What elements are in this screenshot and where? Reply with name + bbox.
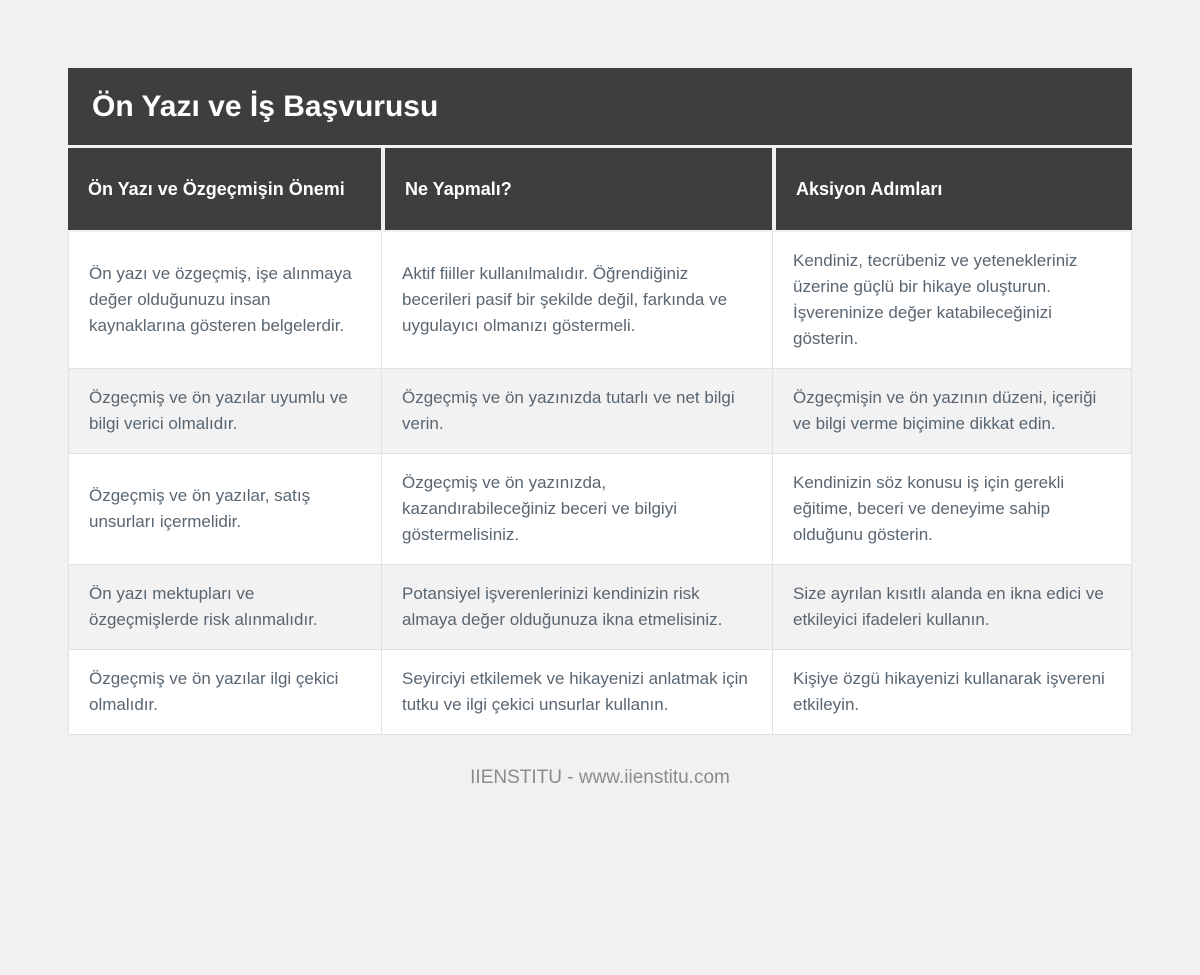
- table-cell: Ön yazı ve özgeçmiş, işe alınmaya değer olduğunuzu insan kaynaklarına gösteren belgelerdir.: [68, 232, 381, 368]
- column-header-onem: Ön Yazı ve Özgeçmişin Önemi: [68, 148, 381, 232]
- table-cell: Özgeçmiş ve ön yazınızda tutarlı ve net bilgi verin.: [381, 368, 772, 453]
- table-cell: Potansiyel işverenlerinizi kendinizin risk almaya değer olduğunuza ikna etmelisiniz.: [381, 564, 772, 649]
- table-cell: Kişiye özgü hikayenizi kullanarak işvereni etkileyin.: [772, 649, 1132, 735]
- table-cell: Özgeçmişin ve ön yazının düzeni, içeriği ve bilgi verme biçimine dikkat edin.: [772, 368, 1132, 453]
- table-cell: Özgeçmiş ve ön yazılar uyumlu ve bilgi verici olmalıdır.: [68, 368, 381, 453]
- table-cell: Seyirciyi etkilemek ve hikayenizi anlatmak için tutku ve ilgi çekici unsurlar kullanın.: [381, 649, 772, 735]
- table-cell: Size ayrılan kısıtlı alanda en ikna edici ve etkileyici ifadeleri kullanın.: [772, 564, 1132, 649]
- table-cell: Aktif fiiller kullanılmalıdır. Öğrendiğiniz becerileri pasif bir şekilde değil, farkında ve uygulayıcı olmanızı göstermeli.: [381, 232, 772, 368]
- column-header-aksiyon: Aksiyon Adımları: [772, 148, 1132, 232]
- table-cell: Ön yazı mektupları ve özgeçmişlerde risk alınmalıdır.: [68, 564, 381, 649]
- column-header-ne-yapmali: Ne Yapmalı?: [381, 148, 772, 232]
- page-container: [68, 0, 1132, 789]
- content-table: [68, 148, 1132, 735]
- page-title: Ön Yazı ve İş Başvurusu: [68, 68, 1132, 145]
- table-cell: Özgeçmiş ve ön yazılar ilgi çekici olmalıdır.: [68, 649, 381, 735]
- table-cell: Özgeçmiş ve ön yazınızda, kazandırabileceğiniz beceri ve bilgiyi göstermelisiniz.: [381, 453, 772, 564]
- table-row: [68, 453, 1132, 564]
- table-row: [68, 232, 1132, 368]
- table-row: [68, 368, 1132, 453]
- table-cell: Özgeçmiş ve ön yazılar, satış unsurları içermelidir.: [68, 453, 381, 564]
- table-row: [68, 564, 1132, 649]
- table-cell: Kendiniz, tecrübeniz ve yetenekleriniz üzerine güçlü bir hikaye oluşturun. İşvereninize değer katabileceğinizi gösterin.: [772, 232, 1132, 368]
- footer-text: IIENSTITU - www.iienstitu.com: [470, 767, 730, 788]
- table-cell: Kendinizin söz konusu iş için gerekli eğitime, beceri ve deneyime sahip olduğunu gösterin.: [772, 453, 1132, 564]
- table-header-row: [68, 148, 1132, 232]
- table-row: [68, 649, 1132, 735]
